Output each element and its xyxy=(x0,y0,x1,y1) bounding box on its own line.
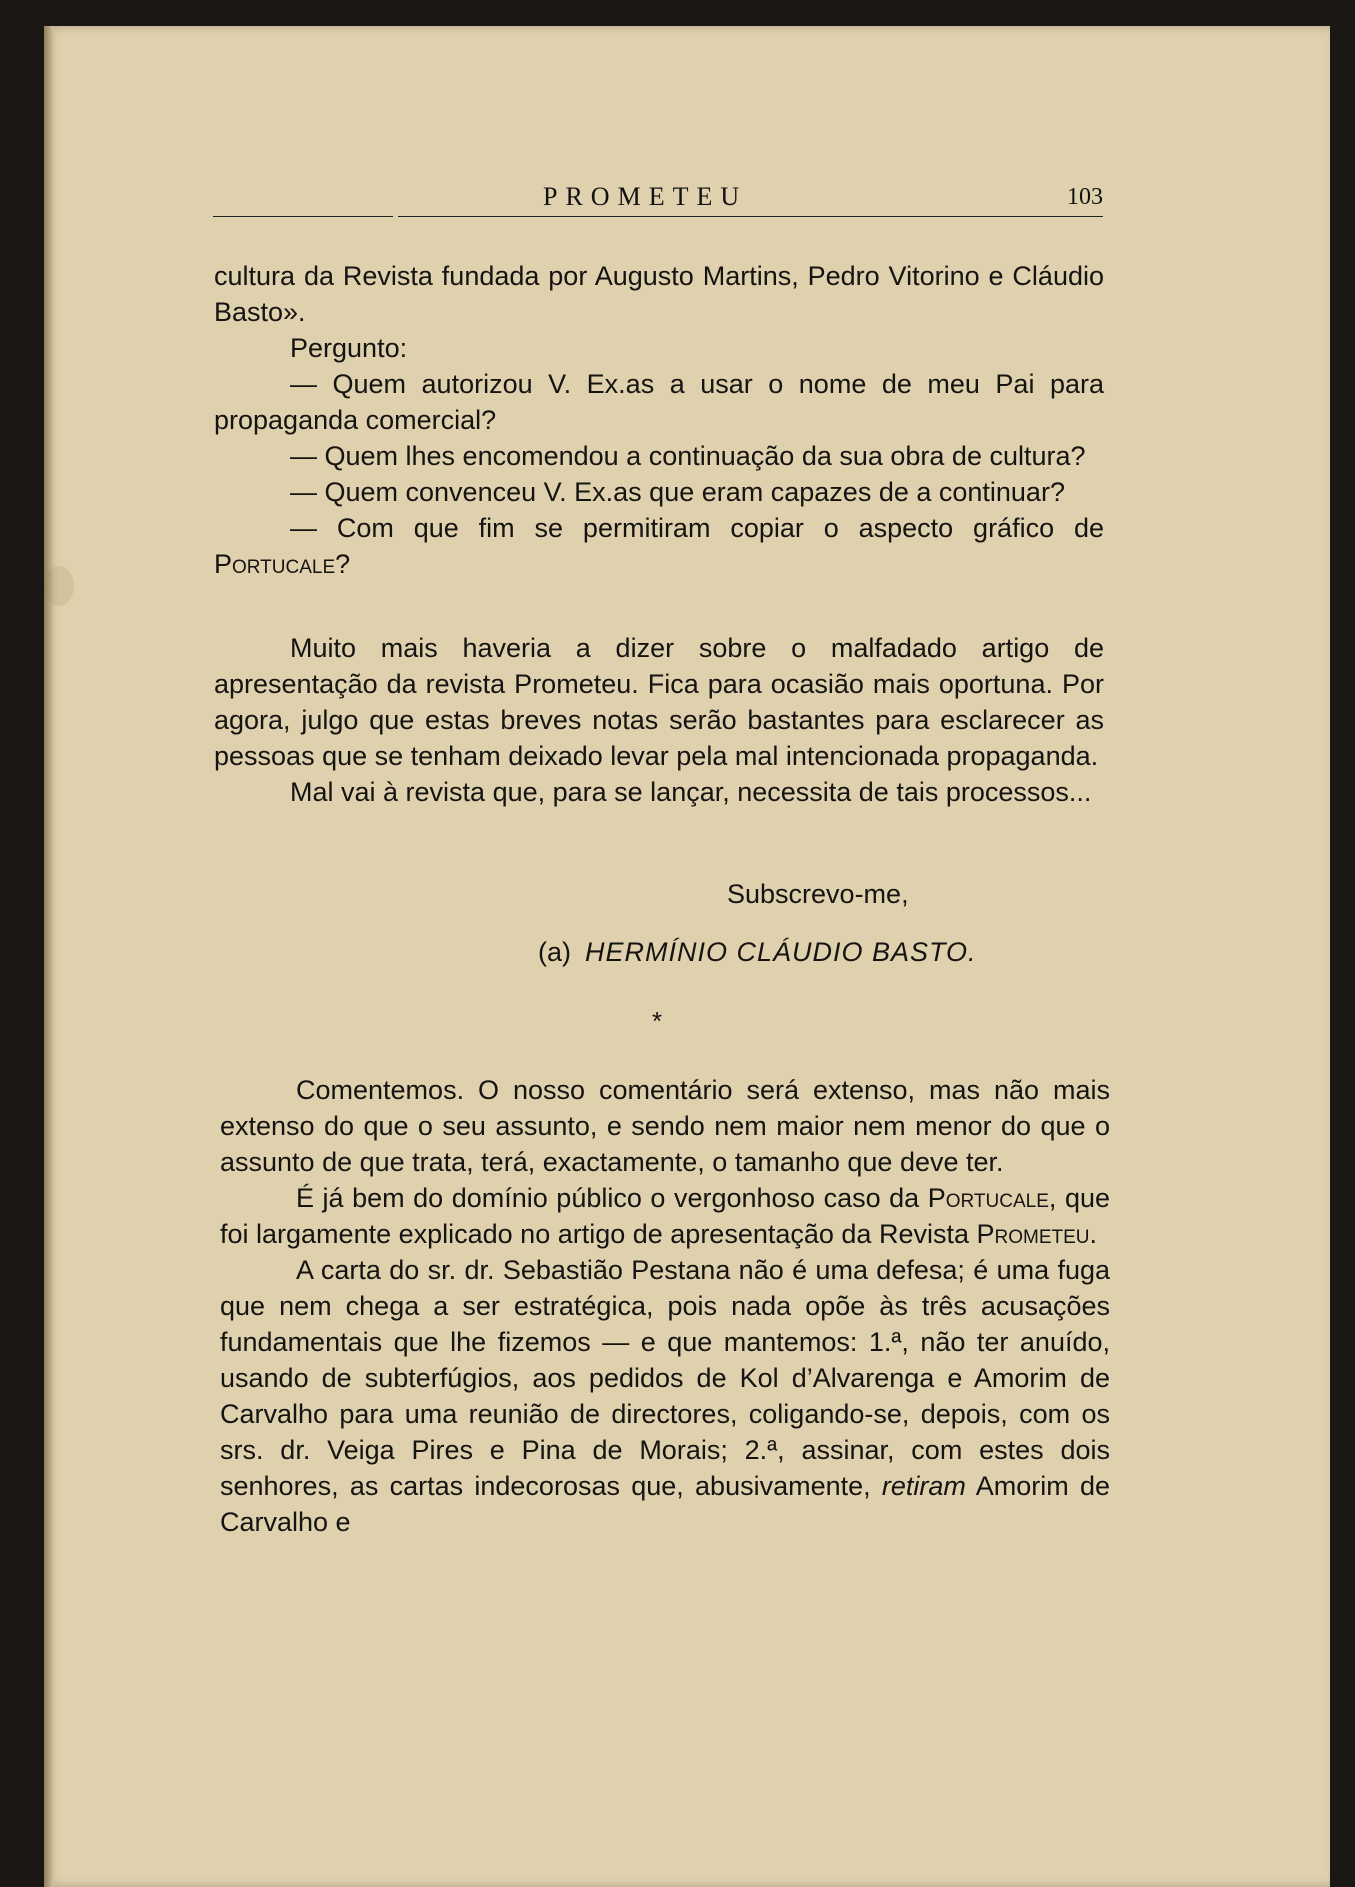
paragraph: Mal vai à revista que, para se lançar, necessita de tais processos... xyxy=(290,777,1092,807)
letter-closing-text xyxy=(214,630,1104,810)
paragraph: Pergunto: xyxy=(290,333,408,363)
signature-prefix: (a) xyxy=(538,937,571,967)
paper-stain xyxy=(44,566,74,606)
prometeu-reference: Prometeu. xyxy=(976,1219,1098,1249)
paragraph-text: A carta do sr. dr. Sebastião Pestana não é uma defesa; é uma fuga que nem chega a ser estratégica, pois nada opõe às três acusações fundamentais que lhe fizemos — e que mantemos: 1.ª, não ter anuído, usando de subterfúgios, aos pedidos de Kol d’Alvarenga e Amorim de Carvalho para uma reunião de directores, coligando-se, depois, com os srs. dr. Veiga Pires e Pina de Morais; 2.ª, assinar, com estes dois senhores, as cartas indecorosas que, abusivamente, xyxy=(220,1255,1110,1501)
closing-formula: Subscrevo-me, xyxy=(727,879,909,909)
portucale-reference: Portucale, xyxy=(927,1183,1057,1213)
portucale-reference: Portucale? xyxy=(214,549,351,579)
paragraph: — Quem lhes encomendou a continuação da sua obra de cultura? xyxy=(290,441,1086,471)
paragraph xyxy=(220,1180,1110,1252)
header-rule-left xyxy=(213,216,393,217)
paragraph: Muito mais haveria a dizer sobre o malfadado artigo de apresentação da revista Prometeu. Fica para ocasião mais oportuna. Por agora, julgo que estas breves notas serão bastantes para esclarecer as pessoas que se tenham deixado levar pela mal intencionada propaganda. xyxy=(214,633,1104,771)
paragraph: — Quem autorizou V. Ex.as a usar o nome de meu Pai para propaganda comercial? xyxy=(214,369,1104,435)
paragraph-text: Amorim de Carvalho e xyxy=(220,1471,1111,1537)
paragraph-text: — Com que fim se permitiram copiar o aspecto gráfico de xyxy=(290,513,1104,543)
signature-name: HERMÍNIO CLÁUDIO BASTO. xyxy=(585,937,977,967)
running-header xyxy=(213,182,1103,216)
section-separator: * xyxy=(652,1006,663,1036)
page-number: 103 xyxy=(1067,184,1103,210)
signature xyxy=(538,934,977,970)
paragraph xyxy=(220,1252,1110,1540)
journal-title: PROMETEU xyxy=(543,182,748,211)
commentary-text xyxy=(220,1072,1110,1540)
paragraph: Comentemos. O nosso comentário será extenso, mas não mais extenso do que o seu assunto, e sendo nem maior nem menor do que o assunto de que trata, terá, exactamente, o tamanho que deve ter. xyxy=(220,1075,1110,1177)
emphasis: retiram xyxy=(881,1471,966,1501)
paragraph-text: É já bem do domínio público o vergonhoso caso da xyxy=(296,1183,920,1213)
page-spine xyxy=(44,26,54,1887)
paragraph: cultura da Revista fundada por Augusto Martins, Pedro Vitorino e Cláudio Basto». xyxy=(214,261,1104,327)
paragraph xyxy=(214,510,1104,582)
paragraph-text: que foi largamente explicado no artigo de apresentação da Revista xyxy=(220,1183,1110,1249)
paragraph: — Quem convenceu V. Ex.as que eram capazes de a continuar? xyxy=(290,477,1065,507)
header-rule-right xyxy=(398,216,1103,217)
letter-text xyxy=(214,258,1104,582)
